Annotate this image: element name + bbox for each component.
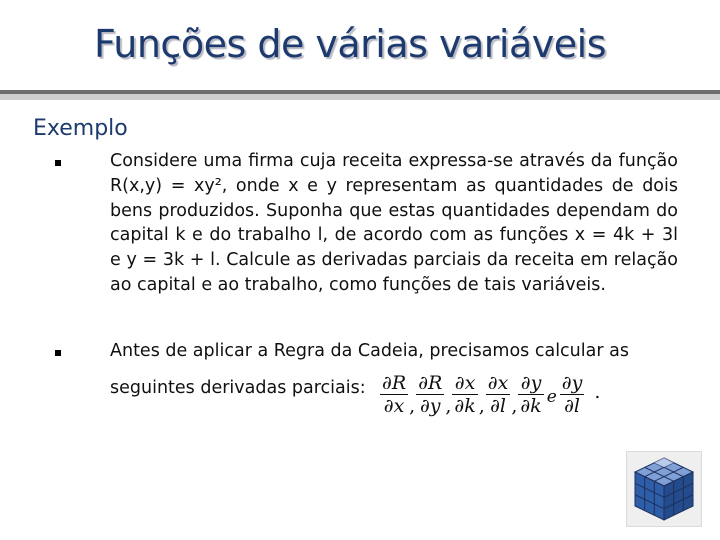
slide-title: Funções de várias variáveis [93,22,606,66]
bullet-marker [55,160,61,166]
fraction-denominator: ∂l [564,395,580,417]
fraction [560,372,585,417]
period: . [594,380,601,403]
fraction [486,372,511,417]
conjunction: e [546,386,557,407]
fraction-numerator: ∂x [452,372,477,395]
fraction [518,372,543,417]
fraction-numerator: ∂x [487,372,509,394]
fraction [416,372,444,417]
section-heading: Exemplo [33,116,128,141]
fraction-denominator: ∂k [520,395,542,417]
comma: , [445,394,452,417]
comma: , [409,394,416,417]
fraction [452,372,477,417]
comma: , [478,394,485,417]
partial-derivatives-formula [380,372,600,417]
bullet-text-2: Antes de aplicar a Regra da Cadeia, precisamos calcular as [110,341,629,361]
fraction-denominator: ∂y [419,395,441,417]
rubiks-cube-icon [626,451,702,527]
bullet-marker [55,350,61,356]
comma: , [511,394,518,417]
fraction-numerator: ∂y [561,372,583,394]
bullet-text-1: Considere uma firma cuja receita expressa-se através da função R(x,y) = xy², onde x e y representam as quantidades de dois bens produzidos. Suponha que estas quantidades dependam do capital k e do trabalho l, de acordo com as funções x = 4k + 3l e y = 3k + l. Calcule as derivadas parciais da receita em relação ao capital e ao trabalho, como funções de tais variáveis. [110,151,678,295]
fraction-numerator: ∂R [418,372,443,394]
bullet-text-2-tail: seguintes derivadas parciais: [110,378,366,398]
fraction-denominator: ∂l [490,395,506,417]
fraction-denominator: ∂k [454,395,476,417]
title-divider-shadow [0,94,720,100]
fraction-denominator: ∂x [383,395,405,417]
fraction-numerator: ∂R [382,372,407,394]
fraction [380,372,408,417]
fraction-numerator: ∂y [518,372,543,395]
